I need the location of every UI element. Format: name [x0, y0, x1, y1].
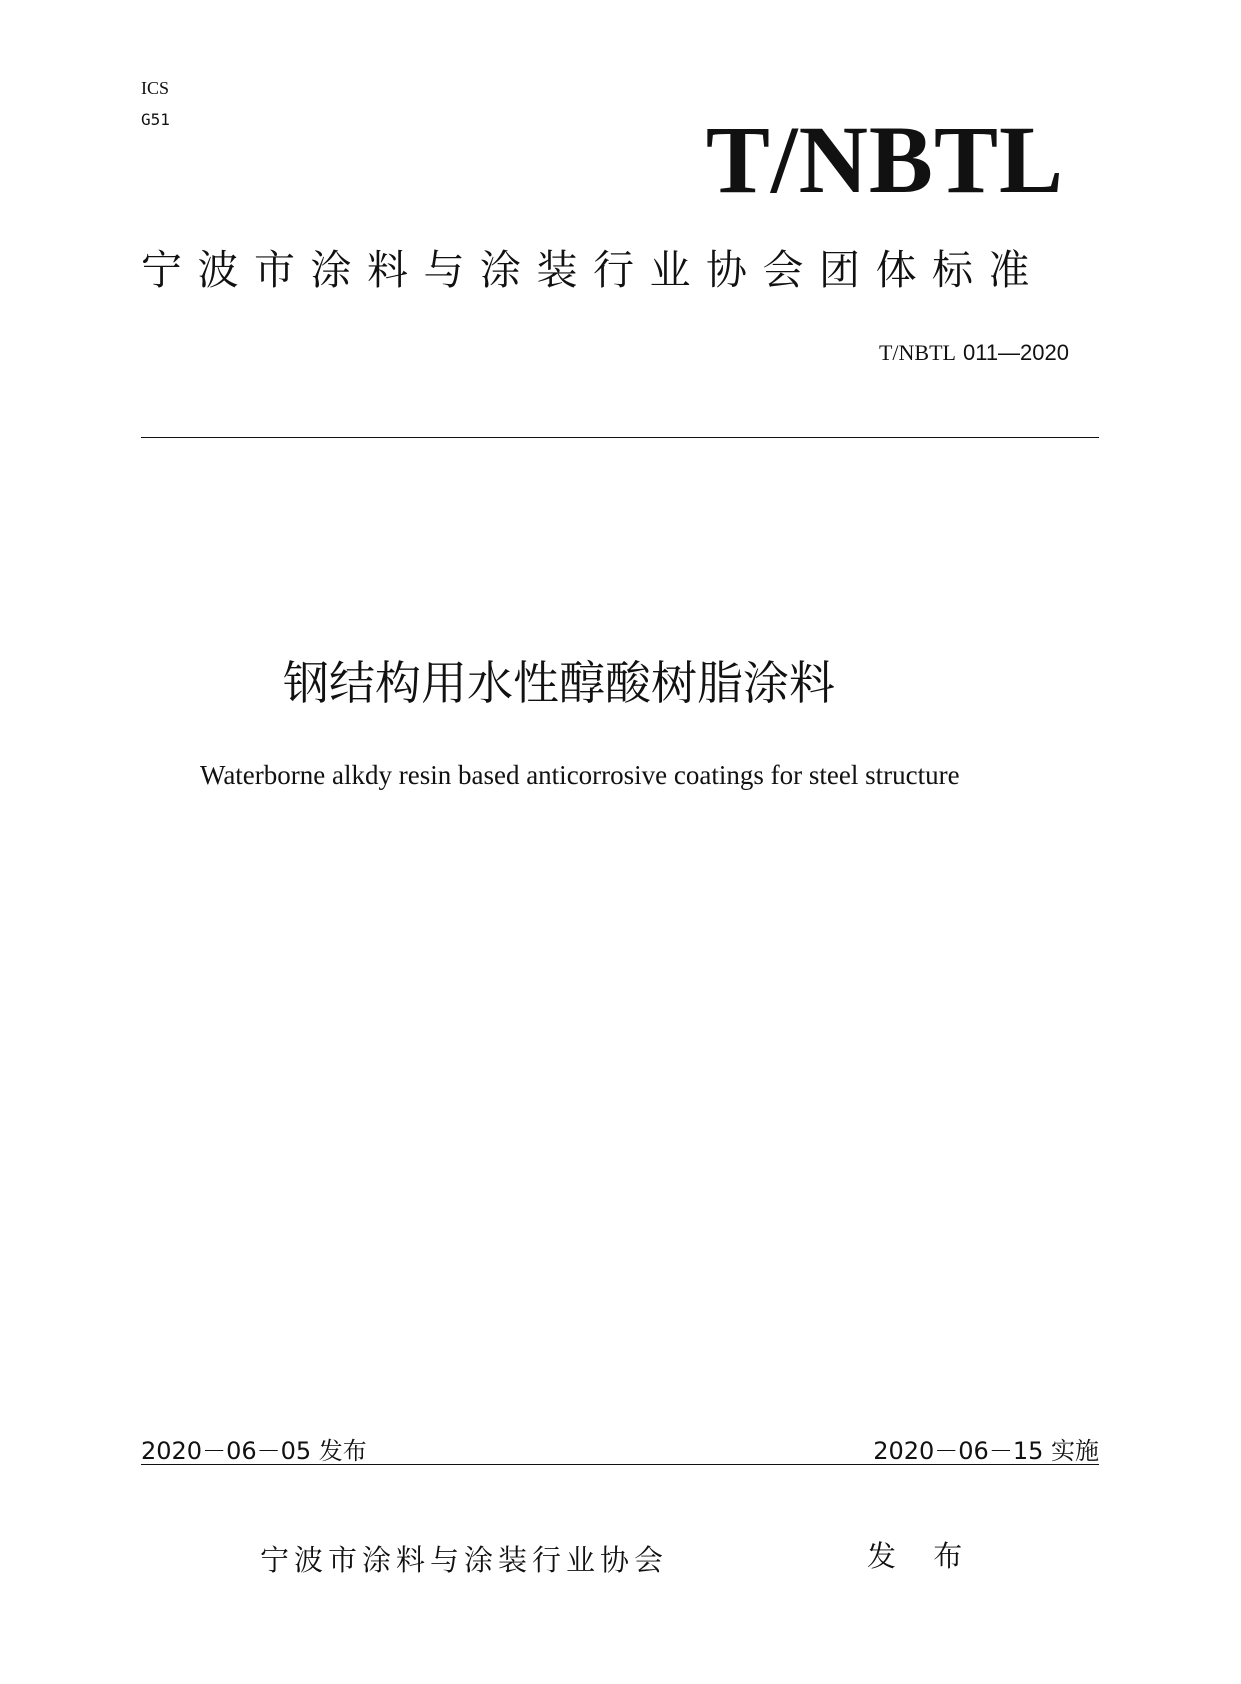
chinese-title: 钢结构用水性醇酸树脂涂料: [283, 656, 835, 710]
publisher-name: 宁波市涂料与涂装行业协会: [260, 1543, 669, 1577]
issue-date: 2020－06－05 发布: [141, 1437, 367, 1465]
standard-number-prefix: T/NBTL: [878, 340, 956, 365]
classification-code: G51: [141, 110, 170, 129]
publish-label: 发 布: [867, 1539, 977, 1573]
bottom-divider: [141, 1464, 1099, 1465]
ics-label: ICS: [141, 78, 170, 98]
standard-code-large: T/NBTL: [705, 106, 1064, 213]
top-divider: [141, 437, 1099, 438]
english-title: Waterborne alkdy resin based anticorrosive coatings for steel structure: [200, 760, 960, 790]
implementation-date: 2020－06－15 实施: [873, 1437, 1099, 1465]
standard-number-value: 011—2020: [962, 340, 1069, 365]
standard-number: [879, 340, 1069, 366]
organization-title: 宁波市涂料与涂装行业协会团体标准: [141, 246, 1045, 294]
